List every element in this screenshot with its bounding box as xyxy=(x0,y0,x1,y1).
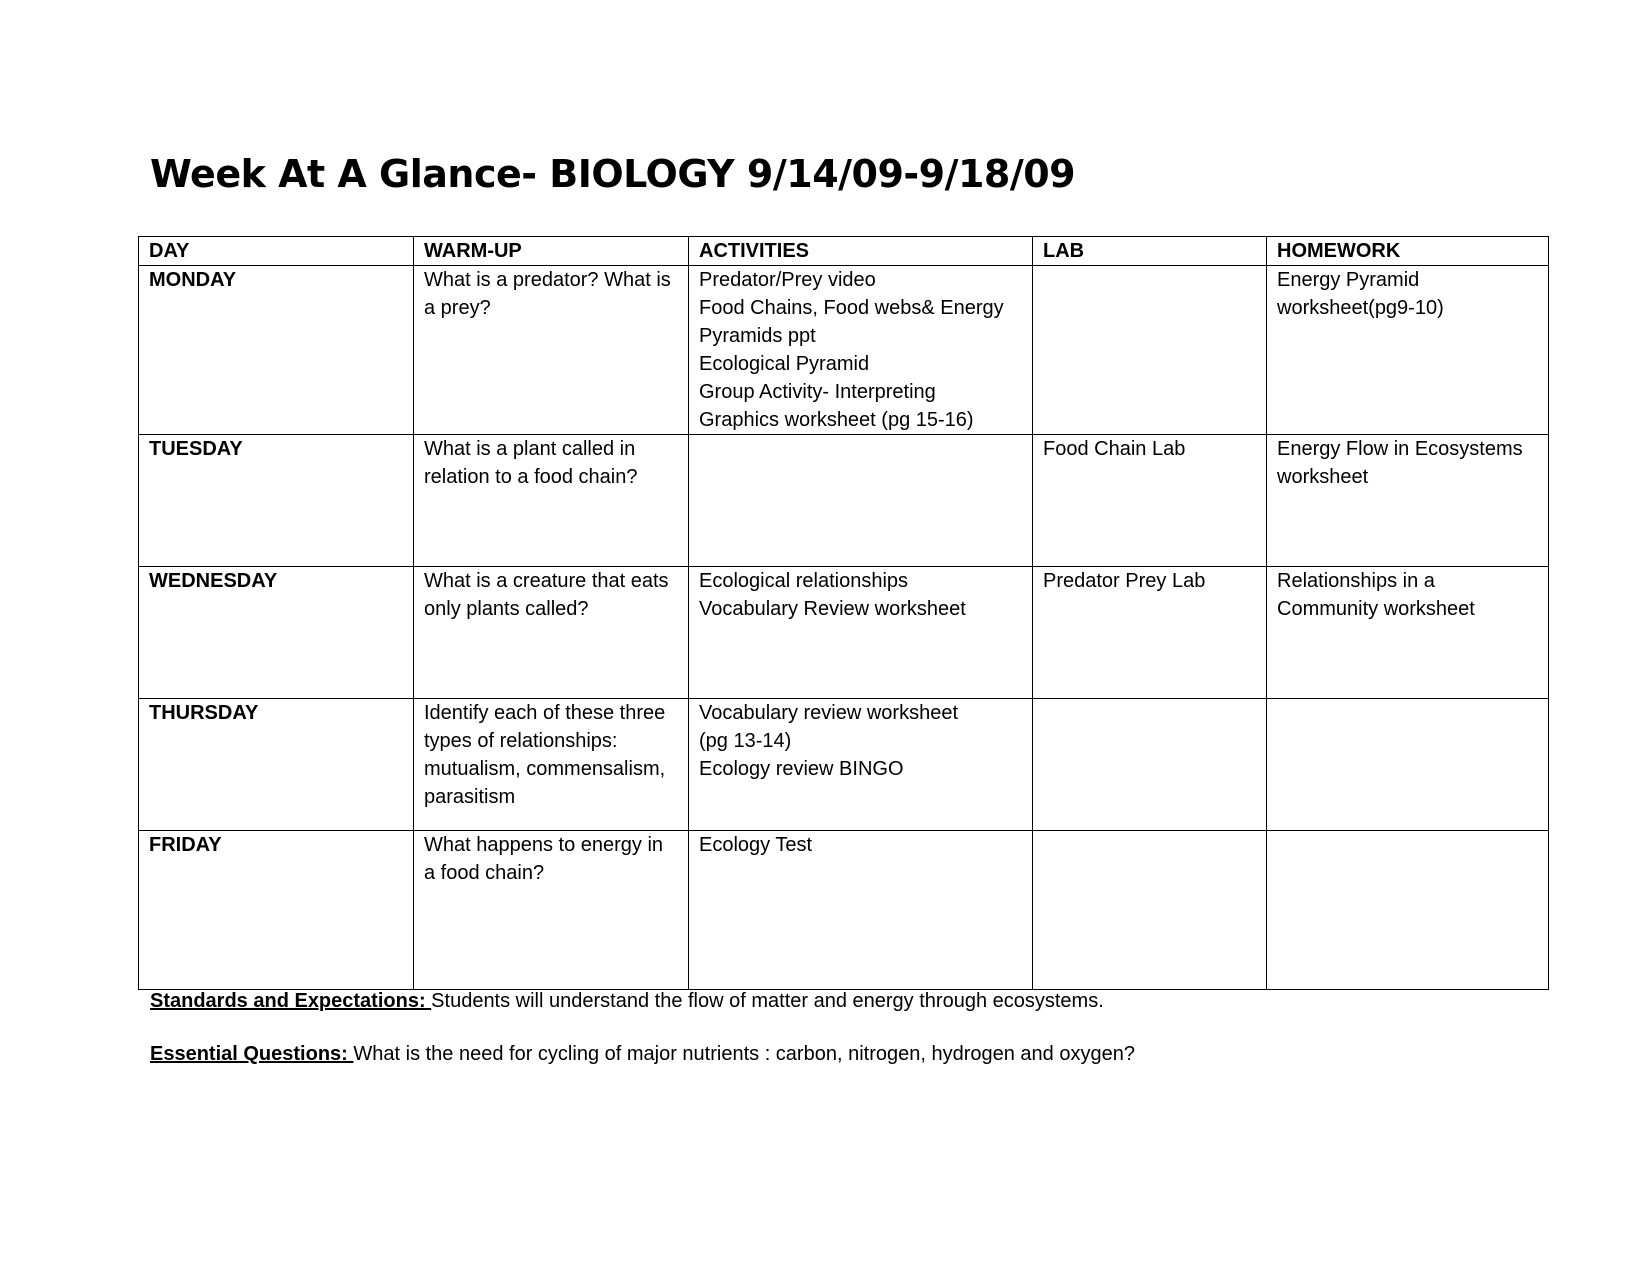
day-cell: MONDAY xyxy=(139,266,414,435)
header-day: DAY xyxy=(139,237,414,266)
day-cell: THURSDAY xyxy=(139,699,414,831)
standards-label: Standards and Expectations: xyxy=(150,990,432,1012)
table-header-row xyxy=(139,237,1549,266)
header-warmup: WARM-UP xyxy=(414,237,689,266)
standards-text: Students will understand the flow of matter and energy through ecosystems. xyxy=(431,990,1104,1012)
header-activities: ACTIVITIES xyxy=(689,237,1033,266)
lab-cell: Predator Prey Lab xyxy=(1033,567,1267,699)
warmup-cell: What is a plant called in relation to a food chain? xyxy=(414,435,689,567)
header-homework: HOMEWORK xyxy=(1267,237,1549,266)
page-title: Week At A Glance- BIOLOGY 9/14/09-9/18/09 xyxy=(150,152,1076,196)
table-row-thursday xyxy=(139,699,1549,831)
week-schedule-table xyxy=(138,236,1549,990)
essential-questions-text: What is the need for cycling of major nutrients : carbon, nitrogen, hydrogen and oxygen? xyxy=(353,1043,1135,1065)
table-row-friday xyxy=(139,831,1549,990)
lab-cell xyxy=(1033,266,1267,435)
activities-cell: Predator/Prey video Food Chains, Food webs& Energy Pyramids ppt Ecological Pyramid Group Activity- Interpreting Graphics worksheet (pg 15-16) xyxy=(689,266,1033,435)
day-cell: FRIDAY xyxy=(139,831,414,990)
homework-cell xyxy=(1267,831,1549,990)
warmup-cell: What happens to energy in a food chain? xyxy=(414,831,689,990)
homework-cell: Energy Flow in Ecosystems worksheet xyxy=(1267,435,1549,567)
day-cell: WEDNESDAY xyxy=(139,567,414,699)
homework-cell: Relationships in a Community worksheet xyxy=(1267,567,1549,699)
table-row-monday xyxy=(139,266,1549,435)
activities-cell: Vocabulary review worksheet (pg 13-14) Ecology review BINGO xyxy=(689,699,1033,831)
activities-cell: Ecology Test xyxy=(689,831,1033,990)
activities-cell xyxy=(689,435,1033,567)
day-cell: TUESDAY xyxy=(139,435,414,567)
activities-cell: Ecological relationships Vocabulary Review worksheet xyxy=(689,567,1033,699)
lab-cell: Food Chain Lab xyxy=(1033,435,1267,567)
warmup-cell: Identify each of these three types of relationships: mutualism, commensalism, parasitism xyxy=(414,699,689,831)
lab-cell xyxy=(1033,699,1267,831)
table-row-tuesday xyxy=(139,435,1549,567)
homework-cell: Energy Pyramid worksheet(pg9-10) xyxy=(1267,266,1549,435)
homework-cell xyxy=(1267,699,1549,831)
standards-line xyxy=(150,990,1104,1013)
warmup-cell: What is a predator? What is a prey? xyxy=(414,266,689,435)
table-row-wednesday xyxy=(139,567,1549,699)
essential-questions-line xyxy=(150,1043,1135,1066)
header-lab: LAB xyxy=(1033,237,1267,266)
essential-questions-label: Essential Questions: xyxy=(150,1043,354,1065)
lab-cell xyxy=(1033,831,1267,990)
warmup-cell: What is a creature that eats only plants called? xyxy=(414,567,689,699)
